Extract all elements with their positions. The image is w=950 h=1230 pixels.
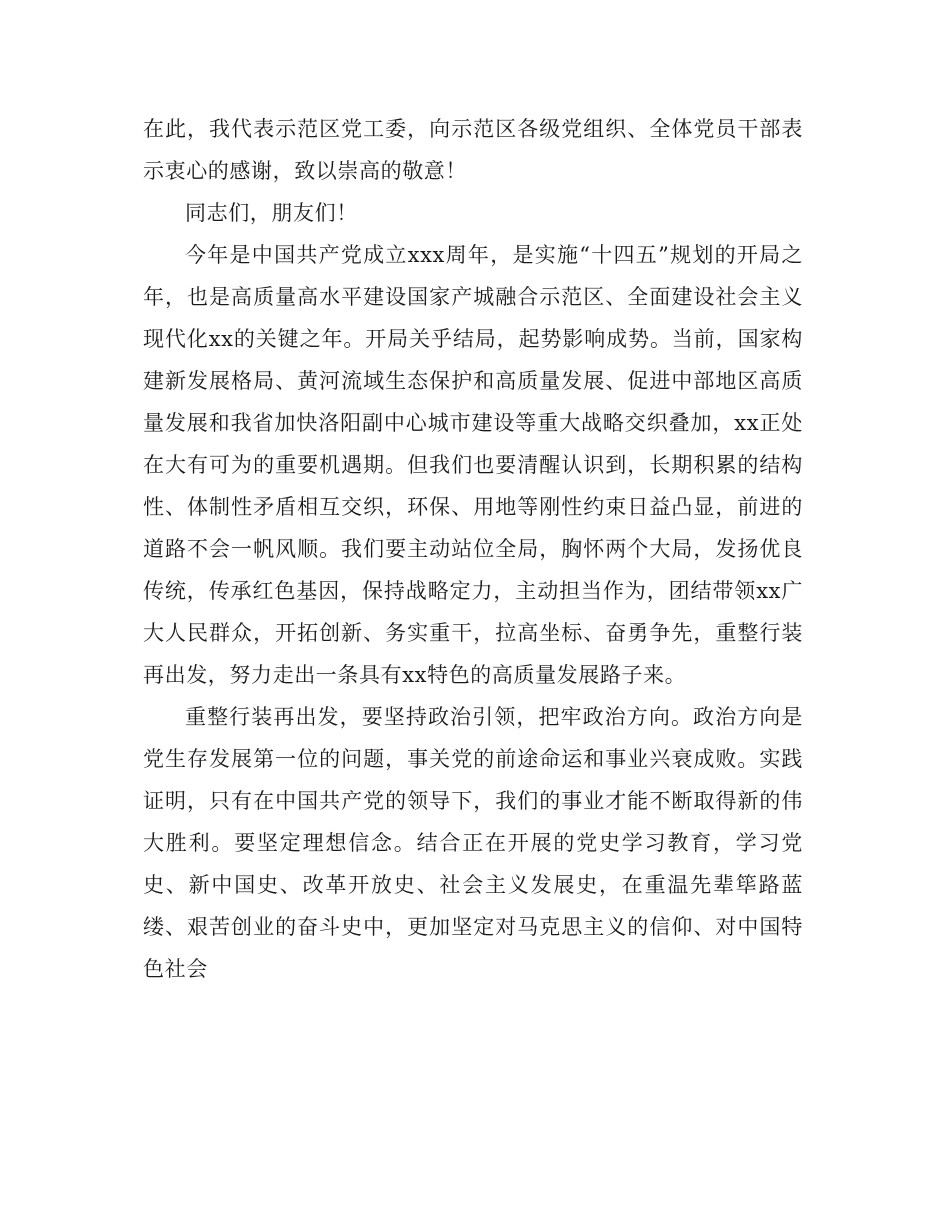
paragraph-salutation: 同志们，朋友们！ bbox=[185, 201, 358, 225]
paragraph-opening-thanks: 在此，我代表示范区党工委，向示范区各级党组织、全体党员干部表示衷心的感谢，致以崇高的敬意！ bbox=[143, 117, 803, 183]
document-body bbox=[143, 108, 803, 990]
paragraph-this-year: 今年是中国共产党成立xxx周年，是实施“十四五”规划的开局之年，也是高质量高水平建设国家产城融合示范区、全面建设社会主义现代化xx的关键之年。开局关乎结局，起势影响成势。当前，国家构建新发展格局、黄河流域生态保护和高质量发展、促进中部地区高质量发展和我省加快洛阳副中心城市建设等重大战略交织叠加，xx正处在大有可为的重要机遇期。但我们也要清醒认识到，长期积累的结构性、体制性矛盾相互交织，环保、用地等刚性约束日益凸显，前进的道路不会一帆风顺。我们要主动站位全局，胸怀两个大局，发扬优良传统，传承红色基因，保持战略定力，主动担当作为，团结带领xx广大人民群众，开拓创新、务实重干，拉高坐标、奋勇争先，重整行装再出发，努力走出一条具有xx特色的高质量发展路子来。 bbox=[143, 243, 803, 687]
paragraph-political-guidance: 重整行装再出发，要坚持政治引领，把牢政治方向。政治方向是党生存发展第一位的问题，事关党的前途命运和事业兴衰成败。实践证明，只有在中国共产党的领导下，我们的事业才能不断取得新的伟大胜利。要坚定理想信念。结合正在开展的党史学习教育，学习党史、新中国史、改革开放史、社会主义发展史，在重温先辈筚路蓝缕、艰苦创业的奋斗史中，更加坚定对马克思主义的信仰、对中国特色社会 bbox=[143, 705, 803, 981]
